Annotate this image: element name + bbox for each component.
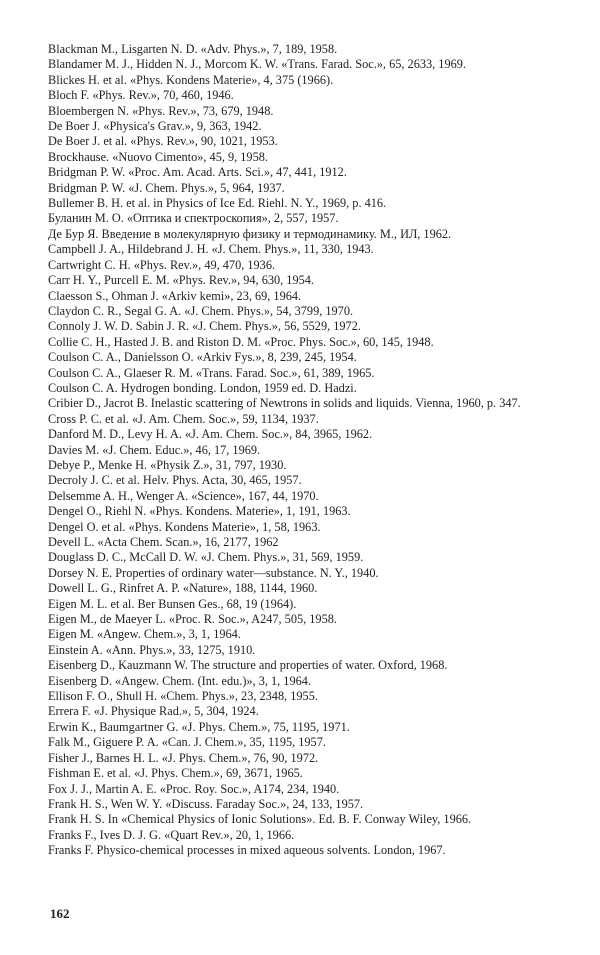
reference-entry: Brockhause. «Nuovo Cimento», 45, 9, 1958.	[48, 149, 268, 164]
reference-entry: Coulson C. A., Glaeser R. M. «Trans. Farad. Soc.», 61, 389, 1965.	[48, 365, 375, 380]
reference-entry: Dorsey N. E. Properties of ordinary water—substance. N. Y., 1940.	[48, 565, 379, 580]
reference-entry: Decroly J. C. et al. Helv. Phys. Acta, 30, 465, 1957.	[48, 473, 302, 488]
reference-entry: Coulson C. A. Hydrogen bonding. London, 1959 ed. D. Hadzi.	[48, 380, 357, 395]
reference-entry: Bridgman P. W. «Proc. Am. Acad. Arts. Sci.», 47, 441, 1912.	[48, 165, 347, 180]
reference-entry: Cross P. C. et al. «J. Am. Chem. Soc.», 59, 1134, 1937.	[48, 411, 319, 426]
reference-entry: Dowell L. G., Rinfret A. P. «Nature», 188, 1144, 1960.	[48, 581, 318, 596]
reference-entry: Blickes H. et al. «Phys. Kondens Materie», 4, 375 (1966).	[48, 72, 334, 87]
reference-entry: Blackman M., Lisgarten N. D. «Adv. Phys.», 7, 189, 1958.	[48, 42, 338, 56]
reference-entry: Devell L. «Acta Chem. Scan.», 16, 2177, 1962	[48, 535, 279, 549]
reference-entry: De Boer J. «Physica's Grav.», 9, 363, 1942.	[48, 119, 262, 134]
reference-entry: De Boer J. et al. «Phys. Rev.», 90, 1021, 1953.	[48, 134, 278, 149]
reference-entry: Danford M. D., Levy H. A. «J. Am. Chem. Soc.», 84, 3965, 1962.	[48, 427, 373, 442]
reference-entry: Dengel O., Riehl N. «Phys. Kondens. Materie», 1, 191, 1963.	[48, 504, 351, 519]
reference-entry: Falk M., Giguere P. A. «Can. J. Chem.», 35, 1195, 1957.	[48, 735, 326, 750]
reference-entry: Frank H. S. In «Chemical Physics of Ionic Solutions». Ed. B. F. Conway Wiley, 1966.	[48, 812, 472, 827]
reference-entry: Bridgman P. W. «J. Chem. Phys.», 5, 964, 1937.	[48, 180, 285, 195]
reference-entry: Eigen M. «Angew. Chem.», 3, 1, 1964.	[48, 627, 241, 642]
reference-entry: Delsemme A. H., Wenger A. «Science», 167, 44, 1970.	[48, 488, 319, 503]
reference-list	[48, 42, 564, 859]
reference-entry: Eigen M., de Maeyer L. «Proc. R. Soc.», A247, 505, 1958.	[48, 612, 337, 627]
reference-entry: Coulson C. A., Danielsson O. «Arkiv Fys.», 8, 239, 245, 1954.	[48, 350, 357, 365]
reference-entry: Dengel O. et al. «Phys. Kondens Materie», 1, 58, 1963.	[48, 519, 321, 534]
reference-entry: Де Бур Я. Введение в молекулярную физику и термодинамику. М., ИЛ, 1962.	[48, 226, 452, 241]
reference-entry: Franks F. Physico-chemical processes in mixed aqueous solvents. London, 1967.	[48, 843, 446, 858]
reference-entry: Claydon C. R., Segal G. A. «J. Chem. Phys.», 54, 3799, 1970.	[48, 303, 354, 318]
reference-entry: Fisher J., Barnes H. L. «J. Phys. Chem.», 76, 90, 1972.	[48, 750, 319, 765]
reference-entry: Frank H. S., Wen W. Y. «Discuss. Faraday Soc.», 24, 133, 1957.	[48, 796, 364, 811]
reference-entry: Einstein A. «Ann. Phys.», 33, 1275, 1910.	[48, 642, 256, 657]
reference-entry: Blandamer M. J., Hidden N. J., Morcom K. W. «Trans. Farad. Soc.», 65, 2633, 1969.	[48, 57, 466, 72]
reference-entry: Fishman E. et al. «J. Phys. Chem.», 69, 3671, 1965.	[48, 766, 303, 781]
reference-entry: Erwin K., Baumgartner G. «J. Phys. Chem.», 75, 1195, 1971.	[48, 719, 350, 734]
reference-entry: Bloch F. «Phys. Rev.», 70, 460, 1946.	[48, 88, 234, 103]
reference-entry: Davies M. «J. Chem. Educ.», 46, 17, 1969.	[48, 442, 261, 457]
reference-entry: Буланин М. О. «Оптика и спектроскопия», 2, 557, 1957.	[48, 211, 339, 226]
reference-entry: Connoly J. W. D. Sabin J. R. «J. Chem. Phys.», 56, 5529, 1972.	[48, 319, 361, 334]
reference-entry: Claesson S., Ohman J. «Arkiv kemi», 23, 69, 1964.	[48, 288, 302, 303]
reference-entry: Carr H. Y., Purcell E. M. «Phys. Rev.», 94, 630, 1954.	[48, 273, 314, 288]
reference-entry: Collie C. H., Hasted J. B. and Riston D. M. «Proc. Phys. Soc.», 60, 145, 1948.	[48, 334, 434, 349]
reference-entry: Eigen M. L. et al. Ber Bunsen Ges., 68, 19 (1964).	[48, 596, 297, 611]
page-number: 162	[50, 906, 70, 921]
reference-entry: Errera F. «J. Physique Rad.», 5, 304, 1924.	[48, 704, 259, 719]
reference-entry: Eisenberg D., Kauzmann W. The structure and properties of water. Oxford, 1968.	[48, 658, 448, 673]
reference-entry: Douglass D. C., McCall D. W. «J. Chem. Phys.», 31, 569, 1959.	[48, 550, 364, 565]
reference-entry: Ellison F. O., Shull H. «Chem. Phys.», 23, 2348, 1955.	[48, 689, 318, 704]
reference-entry: Franks F., Ives D. J. G. «Quart Rev.», 20, 1, 1966.	[48, 827, 295, 842]
reference-entry: Cribier D., Jacrot B. Inelastic scattering of Newtrons in solids and liquids. Vienna, 1960, p. 347.	[48, 396, 521, 411]
reference-entry: Eisenberg D. «Angew. Chem. (Int. edu.)», 3, 1, 1964.	[48, 673, 311, 688]
reference-entry: Bloembergen N. «Phys. Rev.», 73, 679, 1948.	[48, 103, 274, 118]
reference-entry: Cartwright C. H. «Phys. Rev.», 49, 470, 1936.	[48, 257, 276, 272]
reference-entry: Bullemer B. H. et al. in Physics of Ice Ed. Riehl. N. Y., 1969, p. 416.	[48, 196, 387, 211]
reference-entry: Campbell J. A., Hildebrand J. H. «J. Chem. Phys.», 11, 330, 1943.	[48, 242, 374, 257]
reference-entry: Debye P., Menke H. «Physik Z.», 31, 797, 1930.	[48, 457, 287, 472]
reference-entry: Fox J. J., Martin A. E. «Proc. Roy. Soc.», A174, 234, 1940.	[48, 781, 340, 796]
